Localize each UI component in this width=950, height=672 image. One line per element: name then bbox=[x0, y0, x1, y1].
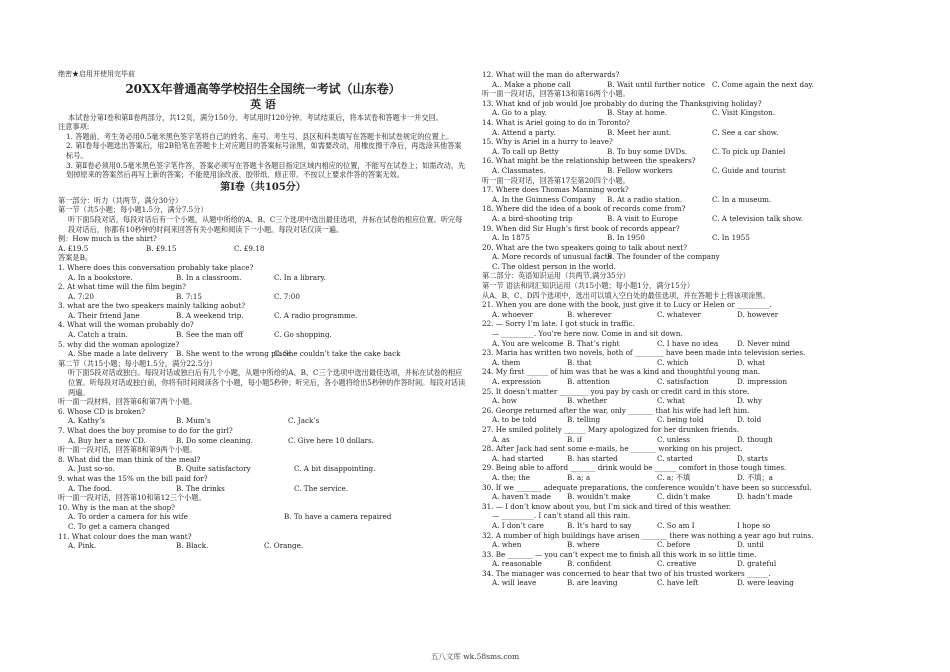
option: C. In 1955 bbox=[712, 233, 750, 243]
option: B. 7:15 bbox=[176, 291, 202, 301]
instruction: 听一面一段材料，回答第6和第7两个小题。 bbox=[58, 397, 197, 407]
instruction: 听一面一段对话，回答第17至第20四个小题。 bbox=[482, 175, 630, 185]
option: B. Mum’s bbox=[176, 416, 211, 426]
option: C. creative bbox=[657, 559, 697, 569]
option: B. Wait until further notice bbox=[607, 79, 706, 89]
option: A. a bird-shooting trip bbox=[492, 213, 573, 223]
options bbox=[58, 464, 468, 474]
option: D. hadn’t made bbox=[737, 492, 793, 502]
question: 8. What did the man think of the meal? bbox=[58, 454, 201, 464]
option: B. whether bbox=[567, 396, 608, 406]
question: 21. When you are done with the book, just give it to Lucy or Helen or _________. bbox=[482, 300, 772, 310]
notice-title: 注意事项: bbox=[58, 122, 90, 132]
option: B. That’s right bbox=[567, 338, 620, 348]
option: D. Never mind bbox=[737, 338, 790, 348]
option: A. Buy her a new CD. bbox=[68, 435, 146, 445]
question: 10. Why is the man at the shop? bbox=[58, 502, 176, 512]
option: A. You are welcome bbox=[492, 338, 564, 348]
options bbox=[482, 358, 894, 368]
option: A.. Make a phone call bbox=[492, 79, 571, 89]
options bbox=[58, 484, 468, 494]
question: 3. what are the two speakers mainly talking aobut? bbox=[58, 301, 246, 311]
option: C. Go shopping. bbox=[274, 330, 332, 340]
sub2-title: 第二节（共15小题；每小题1.5分，满分22.5分） bbox=[58, 358, 217, 368]
question: 34. The manager was concerned to hear that two of his trusted workers ______. bbox=[482, 568, 771, 578]
option: B. Quite satisfactory bbox=[176, 464, 251, 474]
question: 11. What colour does the man want? bbox=[58, 531, 192, 541]
option: A. Classmates. bbox=[492, 165, 546, 175]
listening-section1 bbox=[58, 263, 468, 359]
option: B. Stay at home. bbox=[607, 108, 668, 118]
question: 25. It doesn’t matter ________ you pay by cash or credit card in this store. bbox=[482, 386, 750, 396]
question: 23. Maria has written two novels, both of ________ have been made into television series. bbox=[482, 348, 806, 358]
option: A. to be told bbox=[492, 415, 537, 425]
options bbox=[58, 512, 468, 522]
right-column bbox=[482, 70, 894, 588]
option: C. what bbox=[657, 396, 685, 406]
option: B. wouldn’t make bbox=[567, 492, 631, 502]
option: A. 7:20 bbox=[68, 291, 94, 301]
question: 6. Whose CD is broken? bbox=[58, 406, 145, 416]
question: 33. Be _______ — you can’t expect me to finish all this work in so little time. bbox=[482, 549, 757, 559]
option: C. The service. bbox=[294, 483, 349, 493]
option: C. have left bbox=[657, 578, 699, 588]
option: A. Catch a train. bbox=[68, 330, 128, 340]
option: A. how bbox=[492, 396, 517, 406]
option: C. So am I bbox=[657, 520, 695, 530]
option: C. whatever bbox=[657, 309, 701, 319]
option: A. Go to a play. bbox=[492, 108, 547, 118]
option: B. At a radio station. bbox=[607, 194, 683, 204]
question: 19. When did Sir Hugh’s first book of records appear? bbox=[482, 223, 680, 233]
part1-title: 第Ⅰ卷（共105分） bbox=[220, 181, 306, 193]
option: A. reasonable bbox=[492, 559, 542, 569]
option: A. them bbox=[492, 357, 521, 367]
options bbox=[482, 396, 894, 406]
option: B. where bbox=[567, 540, 600, 550]
option: B. She went to the wrong place bbox=[176, 349, 291, 359]
option: D. what bbox=[737, 357, 766, 367]
question: 7. What does the boy promise to do for the girl? bbox=[58, 426, 233, 435]
question: 14. What is Ariel going to do in Toronto? bbox=[482, 117, 630, 127]
option: C. In a library. bbox=[274, 272, 326, 282]
options bbox=[482, 166, 894, 176]
question: 9. what was the 15% on the bill paid for? bbox=[58, 473, 208, 483]
option: A. Kathy’s bbox=[68, 416, 105, 426]
options bbox=[482, 578, 894, 588]
option: A. when bbox=[492, 540, 522, 550]
options bbox=[482, 80, 894, 90]
option: B. wherever bbox=[567, 309, 612, 319]
option: A. To call up Betty bbox=[492, 146, 559, 156]
notice-item: 1. 答题前，考生务必用0.5毫米黑色签字笔将自己的姓名、座号、考生号、县区和科类填写在答题卡和试卷规定的位置上。 bbox=[66, 131, 454, 141]
option: A. Pink. bbox=[68, 541, 97, 551]
options bbox=[482, 415, 894, 425]
option: C. I have no idea bbox=[657, 338, 719, 348]
option: A. haven’t made bbox=[492, 492, 552, 502]
question: 31. — I don’t know about you, but I’m sick and tired of this weather. bbox=[482, 501, 731, 511]
instruction: 听一面一段对话，回答第13和第16两个小题。 bbox=[482, 89, 630, 99]
option: A. The food. bbox=[68, 483, 112, 493]
option: A. expression bbox=[492, 377, 541, 386]
question: 20. What are the two speakers going to talk about next? bbox=[482, 242, 688, 252]
question: 17. Where does Thomas Manning work? bbox=[482, 185, 629, 195]
listening-group-6-7 bbox=[58, 407, 468, 445]
listening-group-8-9 bbox=[58, 455, 468, 493]
options bbox=[482, 252, 894, 262]
options bbox=[482, 492, 894, 502]
confidential-mark: 绝密★启用并使用完毕前 bbox=[58, 70, 135, 78]
option: B. A weekend trip. bbox=[176, 310, 244, 320]
question: 13. What knd of job would Joe probably do during the Thanksgiving holiday? bbox=[482, 98, 762, 108]
question: 27. He smiled politely ______ Mary apologized for her drunken friends. bbox=[482, 424, 739, 434]
option: B. The drinks bbox=[176, 483, 225, 493]
question: 12. What will the man do afterwards? bbox=[482, 70, 620, 79]
notice-item: 2. 第Ⅰ卷每小题选出答案后，用2B铅笔在答题卡上对应题目的答案标号涂黑，如需要改动，用橡皮擦干净后，再选涂其他答案标号。 bbox=[66, 141, 462, 160]
intro-text: 本试卷分第Ⅰ卷和第Ⅱ卷两部分，共12页，满分150分。考试用时120分钟。考试结束后，将本试卷和答题卡一并交回。 bbox=[68, 112, 443, 122]
option: B. that bbox=[567, 357, 592, 367]
option: A. as bbox=[492, 434, 510, 444]
question: 30. If we _______ adequate preparations, the conference wouldn’t have been so successful. bbox=[482, 482, 812, 492]
option: D. until bbox=[737, 540, 764, 550]
option: C. She couldn’t take the cake back bbox=[274, 349, 401, 359]
option: C. A bit disappointing. bbox=[294, 464, 376, 474]
question-line: — _________. You’re here now. Come in and sit down. bbox=[492, 329, 683, 339]
options bbox=[58, 416, 468, 426]
option: A. had started bbox=[492, 453, 544, 463]
question: 22. — Sorry I’m late. I got stuck in traffic. bbox=[482, 319, 635, 329]
option: D. were leaving bbox=[737, 578, 794, 588]
option: C. Come again the next day. bbox=[712, 79, 814, 89]
example-options bbox=[58, 244, 468, 254]
section1-title: 第一部分：听力（共两节，满分30分） bbox=[58, 195, 183, 205]
option: C. which bbox=[657, 357, 689, 367]
option: C. started bbox=[657, 453, 693, 463]
option: A. Just so-so. bbox=[68, 464, 115, 474]
option: B. In a classroom. bbox=[176, 272, 242, 282]
option: C. Visit Kingston. bbox=[712, 108, 776, 118]
question: 24. My first ______ of him was that he was a kind and thoughtful young man. bbox=[482, 367, 761, 377]
option: D. however bbox=[737, 309, 779, 319]
question: 32. A number of high buildings have arisen _______ there was nothing a year ago but ruins. bbox=[482, 530, 814, 540]
option: D. though bbox=[737, 434, 773, 444]
option: A. I don’t care bbox=[492, 520, 544, 530]
option: B. The founder of the company bbox=[607, 252, 720, 262]
option: C. unless bbox=[657, 434, 690, 444]
option: D. grateful bbox=[737, 559, 777, 569]
options bbox=[482, 214, 894, 224]
option: C. 7:00 bbox=[274, 291, 300, 301]
option: B. confident bbox=[567, 559, 611, 569]
question: 1. Where does this conversation probably take place? bbox=[58, 262, 254, 272]
instruction: 听一面一段对话，回答第10和第12三个小题。 bbox=[58, 493, 206, 503]
option: A. In 1875 bbox=[492, 233, 530, 243]
options bbox=[58, 292, 468, 302]
part2-sub-title: 第一节 语法和词汇知识运用（共15小题；每小题1分，满分15分） bbox=[482, 281, 695, 291]
grammar-section bbox=[482, 300, 894, 588]
option: D. starts bbox=[737, 453, 768, 463]
sub1-description: 听下面5段对话，每段对话后有一个小题，从题中所给的A、B、C三个选项中选出最佳选项，并标在试卷的相应位置。听完每段对话后，你都有10秒钟的时间来回答有关小题和阅读下一小题。每段对话仅读一遍。 bbox=[68, 214, 463, 234]
options bbox=[58, 273, 468, 283]
options bbox=[58, 311, 468, 321]
options bbox=[482, 454, 894, 464]
option: B. telling bbox=[567, 415, 601, 425]
option: B. To buy some DVDs. bbox=[607, 146, 688, 156]
option: B. has started bbox=[567, 453, 618, 463]
options bbox=[482, 233, 894, 243]
option: C. In a museum. bbox=[712, 194, 772, 204]
option: C. being told bbox=[657, 415, 704, 425]
options bbox=[482, 310, 894, 320]
option: B. Black. bbox=[176, 541, 209, 551]
option: C. A television talk show. bbox=[712, 213, 803, 223]
options bbox=[482, 147, 894, 157]
option: B. See the man off bbox=[176, 330, 244, 340]
options bbox=[482, 559, 894, 569]
option: C. A radio programme. bbox=[274, 310, 358, 320]
option: B. Fellow workers bbox=[607, 165, 673, 175]
sub1-title: 第一节（共5小题；每小题1.5分，满分7.5分） bbox=[58, 205, 208, 215]
option: B. a; a bbox=[567, 472, 591, 482]
option: B. In 1950 bbox=[607, 233, 645, 243]
subject-title: 英 语 bbox=[250, 97, 276, 111]
example-option: B. £9.15 bbox=[146, 243, 177, 253]
option: C. Give here 10 dollars. bbox=[288, 435, 374, 445]
option: A. More records of unusual facts bbox=[492, 252, 612, 262]
option: A. In the Guinness Company bbox=[492, 194, 596, 204]
option: B. Do some cleaning. bbox=[176, 435, 253, 445]
option: B. if bbox=[567, 434, 582, 444]
options bbox=[58, 541, 468, 551]
option: A. Attend a party. bbox=[492, 127, 556, 137]
question: 15. Why is Ariel in a hurry to leave? bbox=[482, 137, 613, 147]
option: A. will leave bbox=[492, 578, 537, 588]
question-line: — _________. I can’t stand all this rain. bbox=[492, 511, 631, 521]
option: C. See a car show. bbox=[712, 127, 779, 137]
sub2-description: 听下面5段对话或独白。每段对话或独白后有几个小题，从题中所给的A、B、C三个选项中选出最佳选项，并标在试卷的相应位置。听每段对话或独白前，你将有时间阅读各个小题，每小题5秒钟；听完后，各小题将给出5秒钟的作答时间。每段对话读两遍。 bbox=[68, 368, 466, 397]
options bbox=[482, 128, 894, 138]
options bbox=[482, 473, 894, 483]
option: A. To order a camera for his wife bbox=[68, 512, 188, 522]
question: 2. At what time will the film begin? bbox=[58, 282, 186, 292]
option: D. 不填；a bbox=[737, 472, 773, 482]
option: C. a; 不填 bbox=[657, 472, 691, 482]
option: C. before bbox=[657, 540, 691, 550]
question: 5. why did the woman apologize? bbox=[58, 339, 180, 349]
question: 4. What will the woman probably do? bbox=[58, 320, 194, 330]
instruction: 听一面一段对话，回答第8和第9两个小题。 bbox=[58, 445, 197, 455]
part2-title: 第二部分：英语知识运用（共两节,满分35分） bbox=[482, 271, 630, 281]
option: C. To pick up Daniel bbox=[712, 146, 786, 156]
options bbox=[482, 339, 894, 349]
options bbox=[482, 377, 894, 387]
example-option: A. £19.5 bbox=[58, 243, 89, 253]
option: A. In a bookstore. bbox=[68, 272, 133, 282]
option: B. attention bbox=[567, 377, 610, 386]
options bbox=[58, 349, 468, 359]
options bbox=[482, 195, 894, 205]
option: C. didn’t make bbox=[657, 492, 711, 502]
options bbox=[58, 330, 468, 340]
option: B. A visit to Europe bbox=[607, 213, 678, 223]
option: C. satisfaction bbox=[657, 377, 709, 386]
example-option: C. £9.18 bbox=[234, 243, 265, 253]
left-column bbox=[58, 70, 468, 551]
option: C. Guide and tourist bbox=[712, 165, 786, 175]
option: B. Meet her aunt. bbox=[607, 127, 672, 137]
option: C. Orange. bbox=[264, 541, 304, 551]
example-question: 例：How much is the shirt? bbox=[58, 234, 157, 244]
option: D. impression bbox=[737, 377, 788, 386]
option: C. Jack’s bbox=[288, 416, 320, 426]
option: A. Their friend Jane bbox=[68, 310, 140, 320]
option: B. are leaving bbox=[567, 578, 618, 588]
option: A. whoever bbox=[492, 309, 533, 319]
option: D. why bbox=[737, 396, 762, 406]
question: 28. After Jack had sent some e-mails, he _______ working on his project. bbox=[482, 444, 743, 454]
option: B. It’s hard to say bbox=[567, 520, 632, 530]
option: D. told bbox=[737, 415, 762, 425]
options bbox=[482, 521, 894, 531]
listening-continued bbox=[482, 70, 894, 262]
question: 26. George returned after the war, only _______ that his wife had left him. bbox=[482, 405, 750, 415]
option: I hope so bbox=[737, 520, 771, 530]
part2-description: 从A、B、C、D四个选项中，选出可以填入空白处的最佳选项，并在答题卡上将该项涂黑。 bbox=[482, 290, 770, 300]
question: 29. Being able to afford _______ drink would be ______ comfort in those tough times. bbox=[482, 463, 787, 473]
footer-watermark: 五八文库 wk.58sms.com bbox=[430, 652, 520, 661]
question: 18. Where did the idea of a book of records come from? bbox=[482, 204, 686, 214]
option: C. The oldest person in the world. bbox=[492, 261, 616, 271]
options bbox=[482, 540, 894, 550]
options bbox=[482, 435, 894, 445]
option: C. To get a camera changed bbox=[68, 521, 170, 531]
notice-list bbox=[58, 132, 468, 180]
options bbox=[482, 108, 894, 118]
notice-item: 3. 第Ⅱ卷必须用0.5毫米黑色签字笔作答，答案必须写在答题卡各题目指定区域内相应的位置，不能写在试卷上；如需改动，先划掉原来的答案然后再写上新的答案；不能使用涂改液、胶带纸、修正带。不按以上要求作答的答案无效。 bbox=[66, 160, 466, 180]
options bbox=[58, 436, 468, 446]
option: A. She made a late delivery bbox=[68, 349, 168, 359]
exam-title: 20XX年普通高等学校招生全国统一考试（山东卷） bbox=[125, 81, 401, 96]
question: 16. What might be the relationship between the speakers? bbox=[482, 156, 696, 166]
option: A. the; the bbox=[492, 472, 531, 482]
example-answer: 答案是B。 bbox=[58, 253, 93, 263]
option: B. To have a camera repaired bbox=[284, 512, 392, 522]
